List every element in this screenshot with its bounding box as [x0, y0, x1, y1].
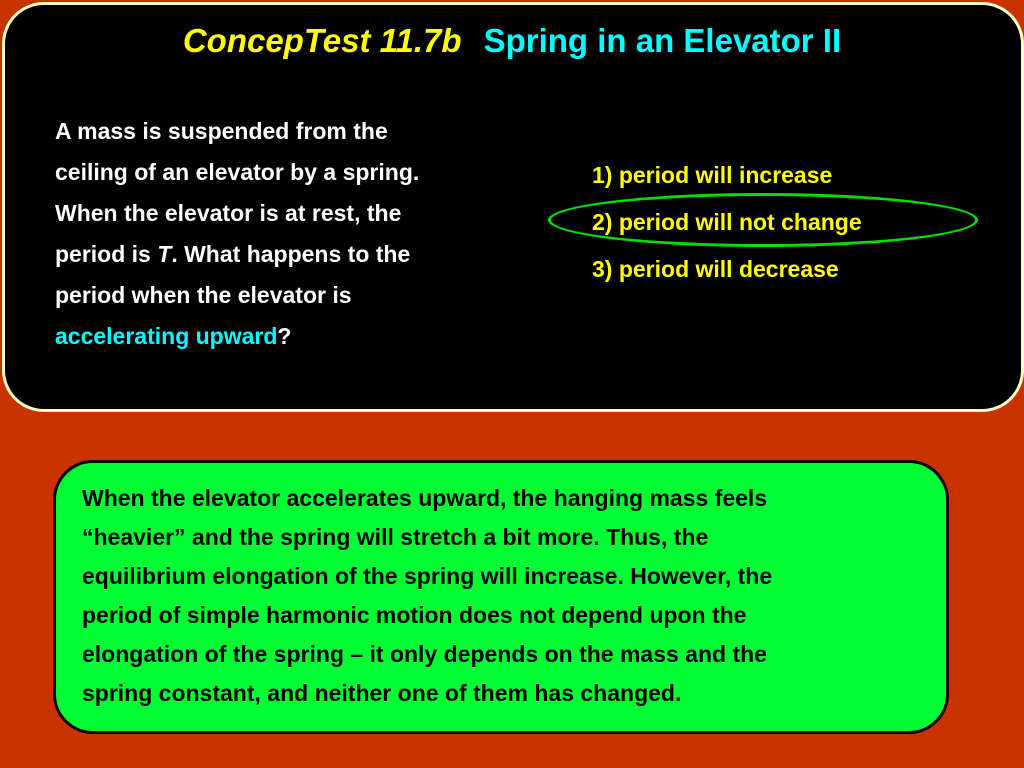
- slide-title: [0, 22, 1024, 60]
- accelerating-upward-highlight: accelerating upward: [55, 323, 278, 349]
- question-line-4-pre: period is: [55, 241, 158, 267]
- title-topic: Spring in an Elevator II: [483, 22, 842, 59]
- question-line-3: When the elevator is at rest, the: [55, 200, 402, 226]
- option-3[interactable]: 3) period will decrease: [592, 256, 839, 282]
- question-text: [55, 111, 525, 357]
- question-mark: ?: [277, 323, 292, 349]
- title-conceptest: ConcepTest 11.7b: [182, 22, 462, 59]
- question-line-2: ceiling of an elevator by a spring.: [55, 159, 420, 185]
- explanation-line-3: equilibrium elongation of the spring will increase. However, the: [82, 563, 773, 589]
- period-symbol: T: [157, 241, 172, 267]
- explanation-line-4: period of simple harmonic motion does not depend upon the: [82, 602, 747, 628]
- question-line-4: [55, 234, 525, 275]
- explanation-line-5: elongation of the spring – it only depends on the mass and the: [82, 641, 767, 667]
- explanation-line-1: When the elevator accelerates upward, the hanging mass feels: [82, 485, 768, 511]
- explanation-line-6: spring constant, and neither one of them has changed.: [82, 680, 682, 706]
- question-line-1: A mass is suspended from the: [55, 118, 388, 144]
- option-2[interactable]: 2) period will not change: [592, 209, 862, 235]
- option-1[interactable]: 1) period will increase: [592, 162, 833, 188]
- correct-answer-ellipse: [548, 193, 978, 247]
- explanation-line-2: “heavier” and the spring will stretch a bit more. Thus, the: [82, 524, 709, 550]
- explanation-text: [82, 479, 952, 713]
- question-line-6: [55, 316, 525, 357]
- question-line-5: period when the elevator is: [55, 282, 352, 308]
- question-line-4-post: . What happens to the: [171, 241, 411, 267]
